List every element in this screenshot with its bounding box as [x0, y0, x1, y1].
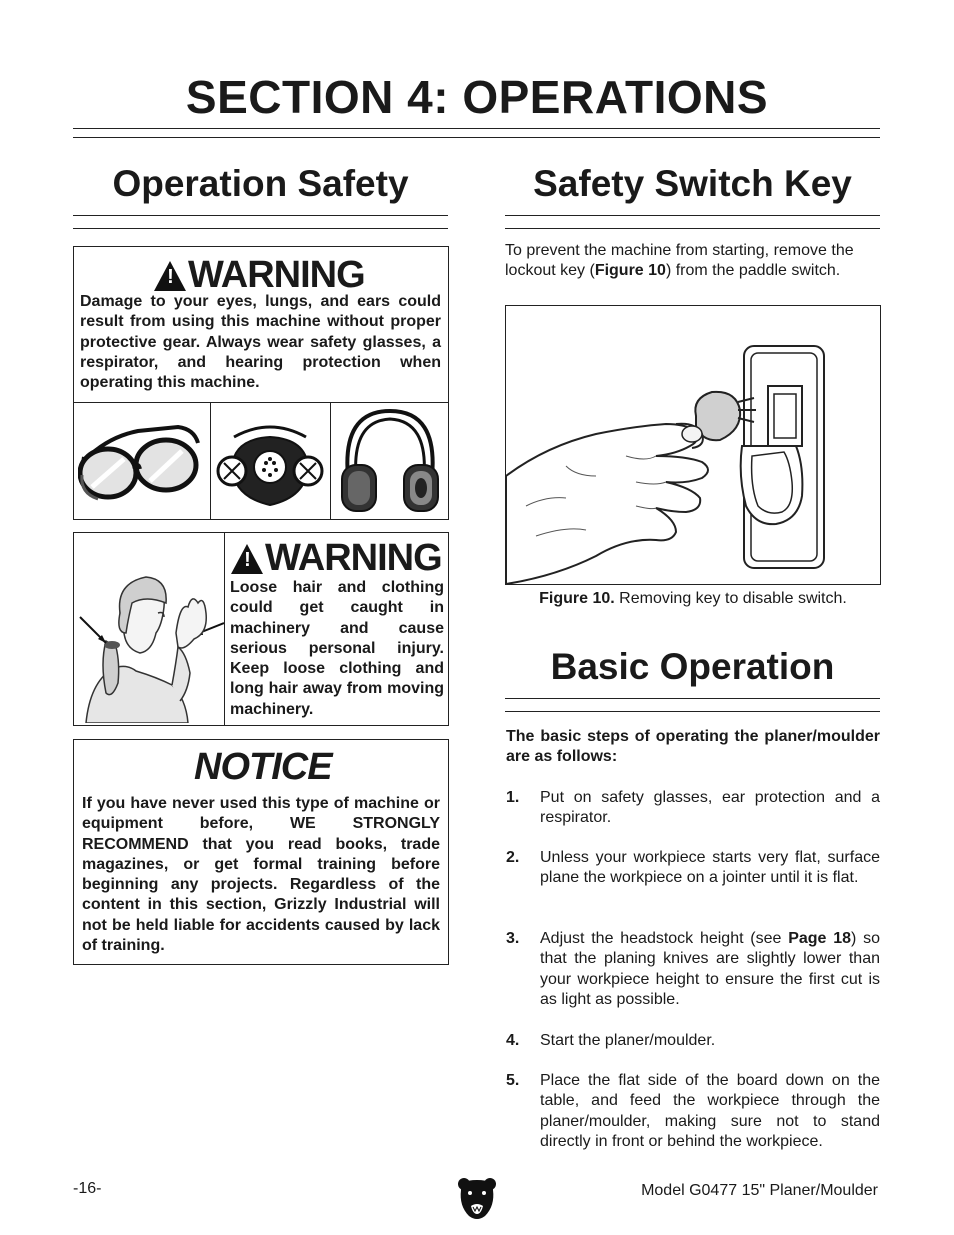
operation-safety-rule-bottom — [73, 228, 448, 229]
warning-triangle-icon: ! — [154, 261, 186, 291]
hearing-protection-icon — [336, 407, 444, 517]
safety-switch-intro: To prevent the machine from starting, remove the lockout key (Figure 10) from the paddle switch. — [505, 242, 854, 280]
step-text: Start the planer/moulder. — [540, 1032, 716, 1049]
safety-switch-key-heading: Safety Switch Key — [533, 163, 852, 204]
title-rule-bottom — [73, 137, 880, 138]
step-3 — [506, 929, 880, 1010]
figure-10-caption: Figure 10. Removing key to disable switch. — [539, 590, 847, 607]
step-number: 4. — [506, 1032, 520, 1049]
notice-text: If you have never used this type of machine or equipment before, WE STRONGLY RECOMMEND that you read books, trade magazines, or get formal training before beginning any projects. Regardless of the content in this section, Grizzly Industrial will not be held liable for accidents caused by lack of training. — [82, 795, 440, 955]
basic-operation-rule-bottom — [505, 711, 880, 712]
warning-header — [154, 254, 365, 297]
warning-header — [231, 537, 442, 580]
basic-operation-rule-top — [505, 698, 880, 699]
grizzly-bear-logo-icon — [457, 1176, 497, 1222]
figure-10-frame — [505, 305, 881, 585]
model-name: Model G0477 15" Planer/Moulder — [641, 1182, 878, 1199]
step-text: Put on safety glasses, ear protection and a respirator. — [540, 789, 880, 827]
page-reference: Page 18 — [788, 930, 852, 947]
warning-label: WARNING — [188, 254, 365, 296]
step-number: 1. — [506, 789, 520, 806]
notice-box — [73, 739, 449, 965]
safety-switch-rule-top — [505, 215, 880, 216]
step-number: 3. — [506, 930, 520, 947]
step-5 — [506, 1071, 880, 1152]
title-rule-top — [73, 128, 880, 129]
warning-box-loose-hair — [73, 532, 449, 726]
warning-image-divider — [74, 402, 448, 403]
image-divider-2 — [330, 402, 331, 519]
notice-label: NOTICE — [194, 746, 332, 788]
respirator-icon — [214, 417, 326, 512]
step-4 — [506, 1031, 880, 1051]
step-1 — [506, 788, 880, 829]
safety-glasses-icon — [78, 409, 206, 515]
page-number: -16- — [73, 1180, 102, 1197]
operation-safety-rule-top — [73, 215, 448, 216]
page-title: SECTION 4: OPERATIONS — [185, 71, 769, 123]
warning-triangle-icon: ! — [231, 544, 263, 574]
step-text: Adjust the headstock height (see Page 18) so that the planing knives are slightly lower than your workpiece height to ensure the first cut is as light as possible. — [540, 930, 881, 1008]
operation-safety-heading: Operation Safety — [112, 163, 409, 204]
warning2-image-divider — [224, 533, 225, 725]
warning-label: WARNING — [265, 537, 442, 579]
basic-operation-intro: The basic steps of operating the planer/moulder are as follows: — [506, 728, 880, 766]
figure-label: Figure 10. — [539, 590, 615, 607]
basic-operation-heading: Basic Operation — [550, 646, 835, 687]
step-number: 2. — [506, 849, 520, 866]
key-removal-illustration-icon — [506, 306, 880, 584]
image-divider-1 — [210, 402, 211, 519]
warning-text: Damage to your eyes, lungs, and ears could result from using this machine without proper protective gear. Always wear safety glasses, a respirator, and hearing protection when operating this machine. — [80, 293, 441, 392]
warning-text: Loose hair and clothing could get caught in machinery and cause serious personal injury. Keep loose clothing and long hair away from moving machinery. — [230, 579, 444, 718]
step-2 — [506, 848, 880, 889]
step-number: 5. — [506, 1072, 520, 1089]
safety-switch-rule-bottom — [505, 228, 880, 229]
loose-hair-illustration-icon — [76, 573, 224, 723]
step-text: Unless your workpiece starts very flat, surface plane the workpiece on a jointer until it is flat. — [540, 849, 880, 887]
step-text: Place the flat side of the board down on the table, and feed the workpiece through the planer/moulder, making sure not to stand directly in front or behind the workpiece. — [540, 1072, 880, 1150]
warning-box-protective-gear — [73, 246, 449, 520]
figure-reference: Figure 10 — [594, 262, 666, 280]
